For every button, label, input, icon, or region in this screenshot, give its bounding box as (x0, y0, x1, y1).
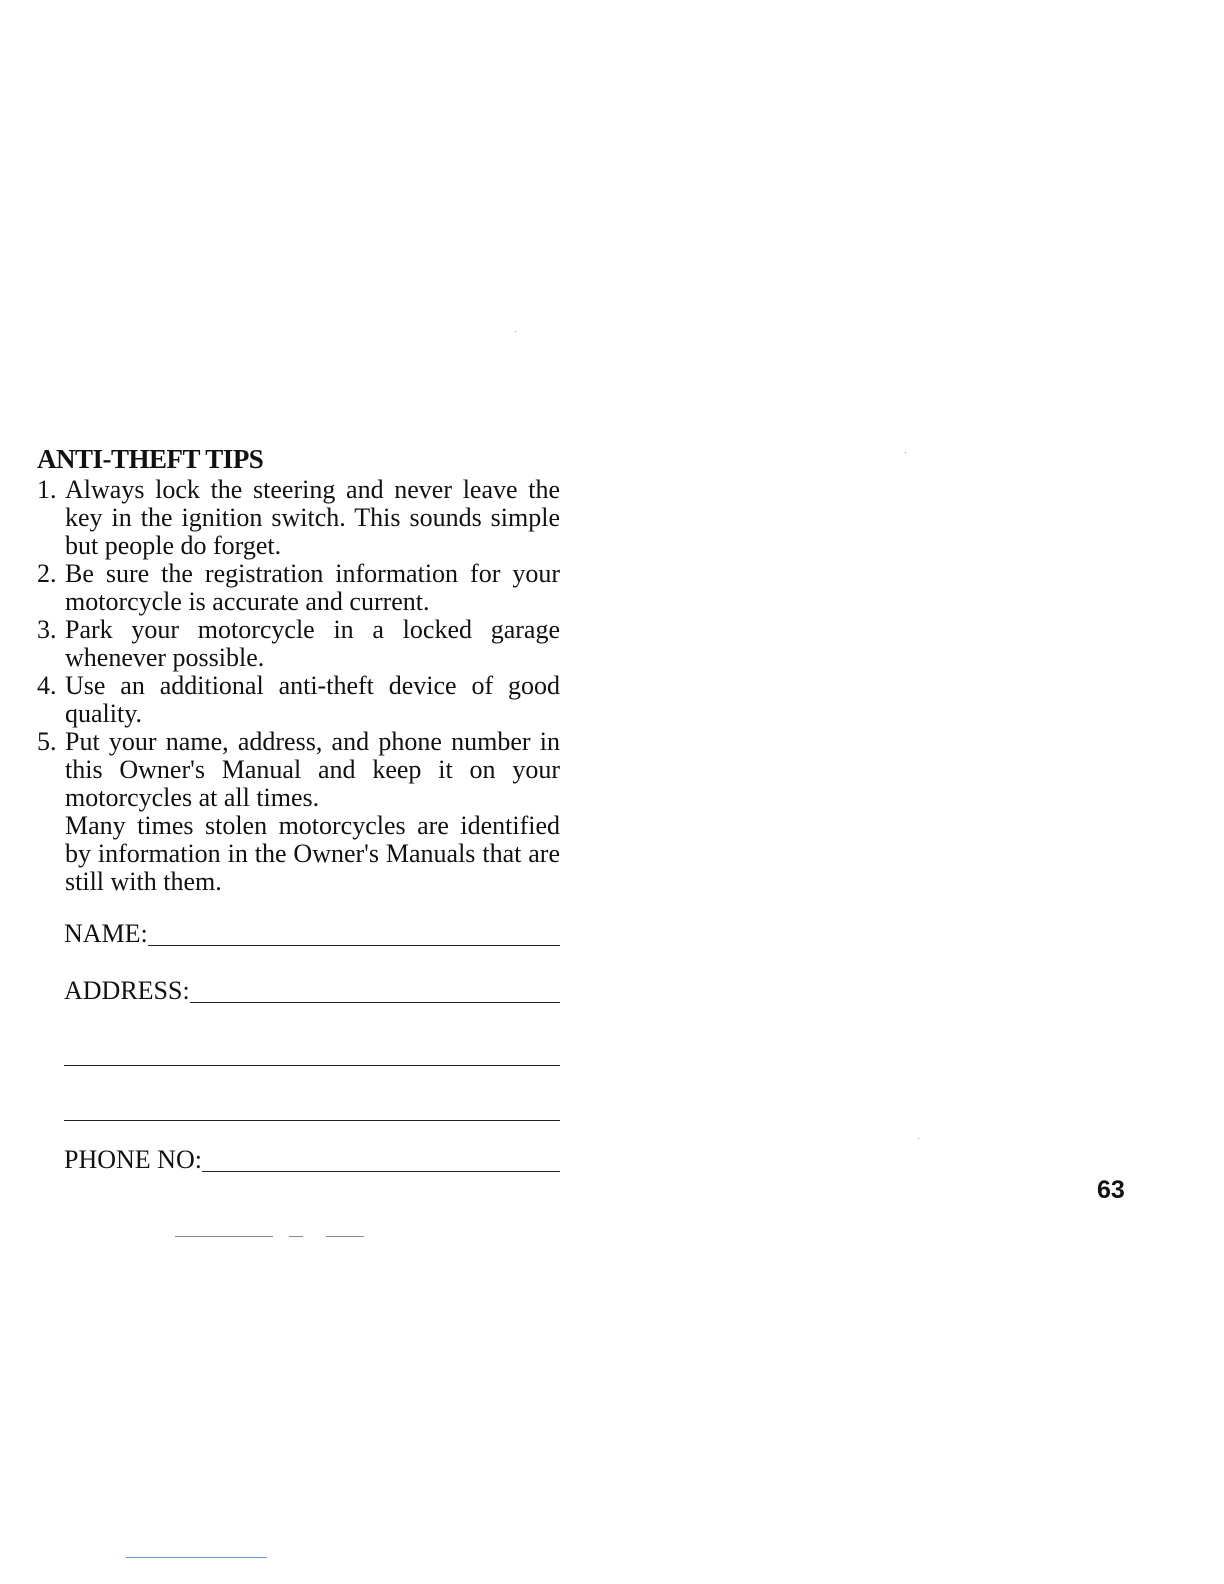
tip-item-2 (37, 560, 560, 616)
address-blank-line-2[interactable] (64, 1065, 560, 1066)
name-field[interactable] (64, 919, 560, 949)
anti-theft-tips-list (37, 476, 560, 896)
tip-text: Be sure the registration information for your motorcycle is accurate and current. (65, 559, 560, 616)
tip-text: Use an additional anti-theft device of good quality. (65, 671, 560, 728)
tip-item-5 (37, 728, 560, 896)
scan-artifact-dot (905, 452, 906, 453)
section-title: ANTI-THEFT TIPS (37, 444, 264, 474)
phone-blank-line[interactable] (202, 1170, 560, 1172)
page-number: 63 (1097, 1176, 1125, 1204)
scan-artifact-line (289, 1236, 303, 1237)
phone-label: PHONE NO: (64, 1145, 202, 1174)
tip-number: 3. (37, 615, 57, 644)
scan-artifact-line (175, 1236, 273, 1237)
address-field[interactable] (64, 976, 560, 1006)
scan-artifact-dot (515, 331, 516, 332)
tip-text: Always lock the steering and never leave the key in the ignition switch. This sounds simple but people do forget. (65, 475, 560, 560)
tip-text: Park your motorcycle in a locked garage whenever possible. (65, 615, 560, 672)
address-label: ADDRESS: (64, 976, 190, 1005)
name-blank-line[interactable] (148, 944, 560, 946)
address-blank-line-3[interactable] (64, 1120, 560, 1121)
tip-number: 4. (37, 671, 57, 700)
tip-number: 5. (37, 727, 57, 756)
tip-number: 1. (37, 475, 57, 504)
scan-artifact-dot (918, 1138, 919, 1139)
bottom-blue-rule (126, 1557, 267, 1558)
tip-note: Many times stolen motorcycles are identified by information in the Owner's Manuals that are still with them. (65, 811, 560, 896)
tip-item-3 (37, 616, 560, 672)
tip-item-1 (37, 476, 560, 560)
scan-artifact-line (326, 1236, 364, 1237)
tip-item-4 (37, 672, 560, 728)
tip-text: Put your name, address, and phone number in this Owner's Manual and keep it on your motorcycles at all times. (65, 727, 560, 812)
tip-number: 2. (37, 559, 57, 588)
phone-field[interactable] (64, 1145, 560, 1175)
name-label: NAME: (64, 919, 148, 948)
address-blank-line[interactable] (190, 1001, 560, 1003)
